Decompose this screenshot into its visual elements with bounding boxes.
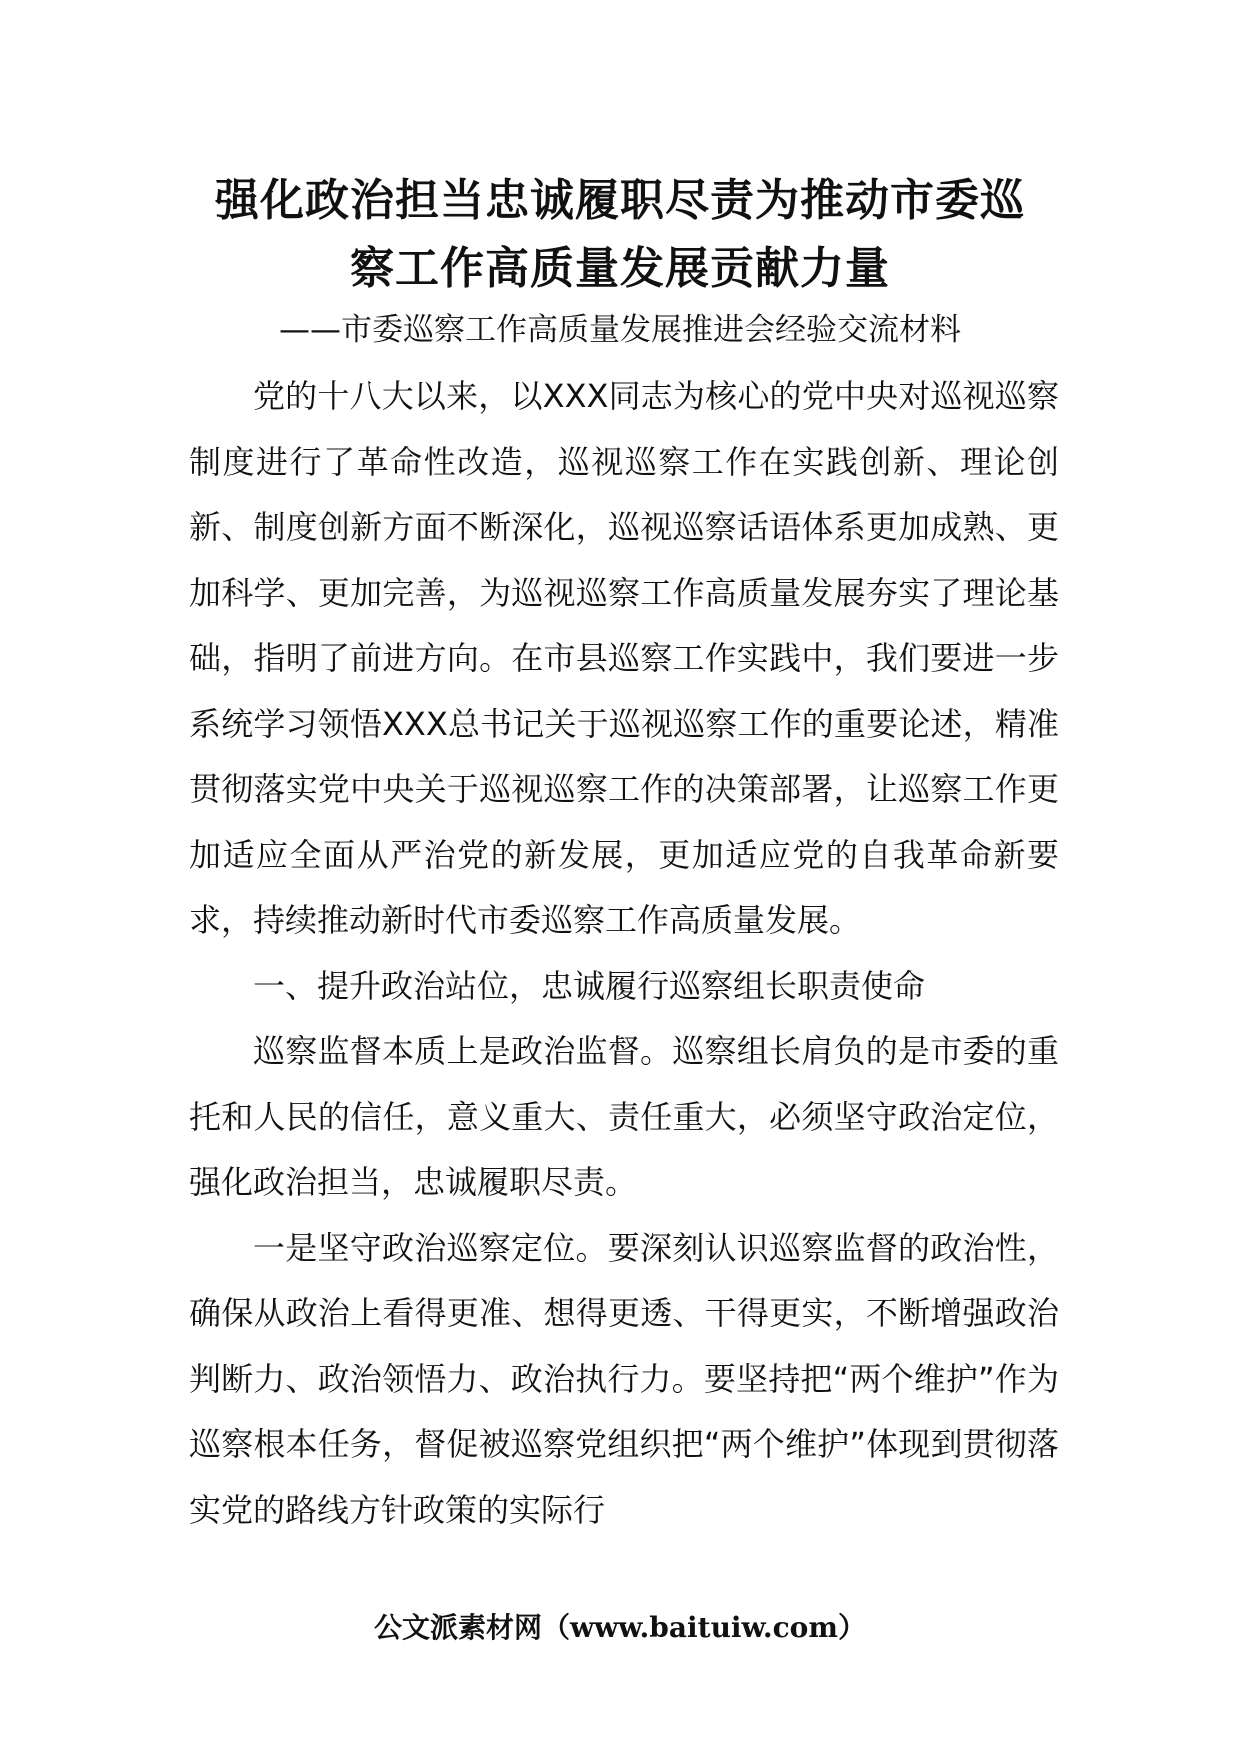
document-title-line-1: 强化政治担当忠诚履职尽责为推动市委巡 <box>215 175 1025 226</box>
footer-watermark: 公文派素材网（www.baituiw.com） <box>374 1611 866 1644</box>
paragraph-section-1: 巡察监督本质上是政治监督。巡察组长肩负的是市委的重托和人民的信任，意义重大、责任重大，必须坚守政治定位，强化政治担当，忠诚履职尽责。 <box>189 1032 1059 1201</box>
paragraph-point-1: 一是坚守政治巡察定位。要深刻认识巡察监督的政治性，确保从政治上看得更准、想得更透、干得更实，不断增强政治判断力、政治领悟力、政治执行力。要坚持把“两个维护”作为巡察根本任务，督促被巡察党组织把“两个维护”体现到贯彻落实党的路线方针政策的实际行 <box>189 1228 1059 1529</box>
document-subtitle: ——市委巡察工作高质量发展推进会经验交流材料 <box>279 312 961 348</box>
paragraph-intro: 党的十八大以来，以XXX同志为核心的党中央对巡视巡察制度进行了革命性改造，巡视巡察工作在实践创新、理论创新、制度创新方面不断深化，巡视巡察话语体系更加成熟、更加科学、更加完善，为巡视巡察工作高质量发展夯实了理论基础，指明了前进方向。在市县巡察工作实践中，我们要进一步系统学习领悟XXX总书记关于巡视巡察工作的重要论述，精准贯彻落实党中央关于巡视巡察工作的决策部署，让巡察工作更加适应全面从严治党的新发展，更加适应党的自我革命新要求，持续推动新时代市委巡察工作高质量发展。 <box>189 377 1059 939</box>
section-heading-1: 一、提升政治站位，忠诚履行巡察组长职责使命 <box>253 966 926 1005</box>
document-title-line-2: 察工作高质量发展贡献力量 <box>350 243 890 294</box>
document-body <box>189 364 1059 1543</box>
